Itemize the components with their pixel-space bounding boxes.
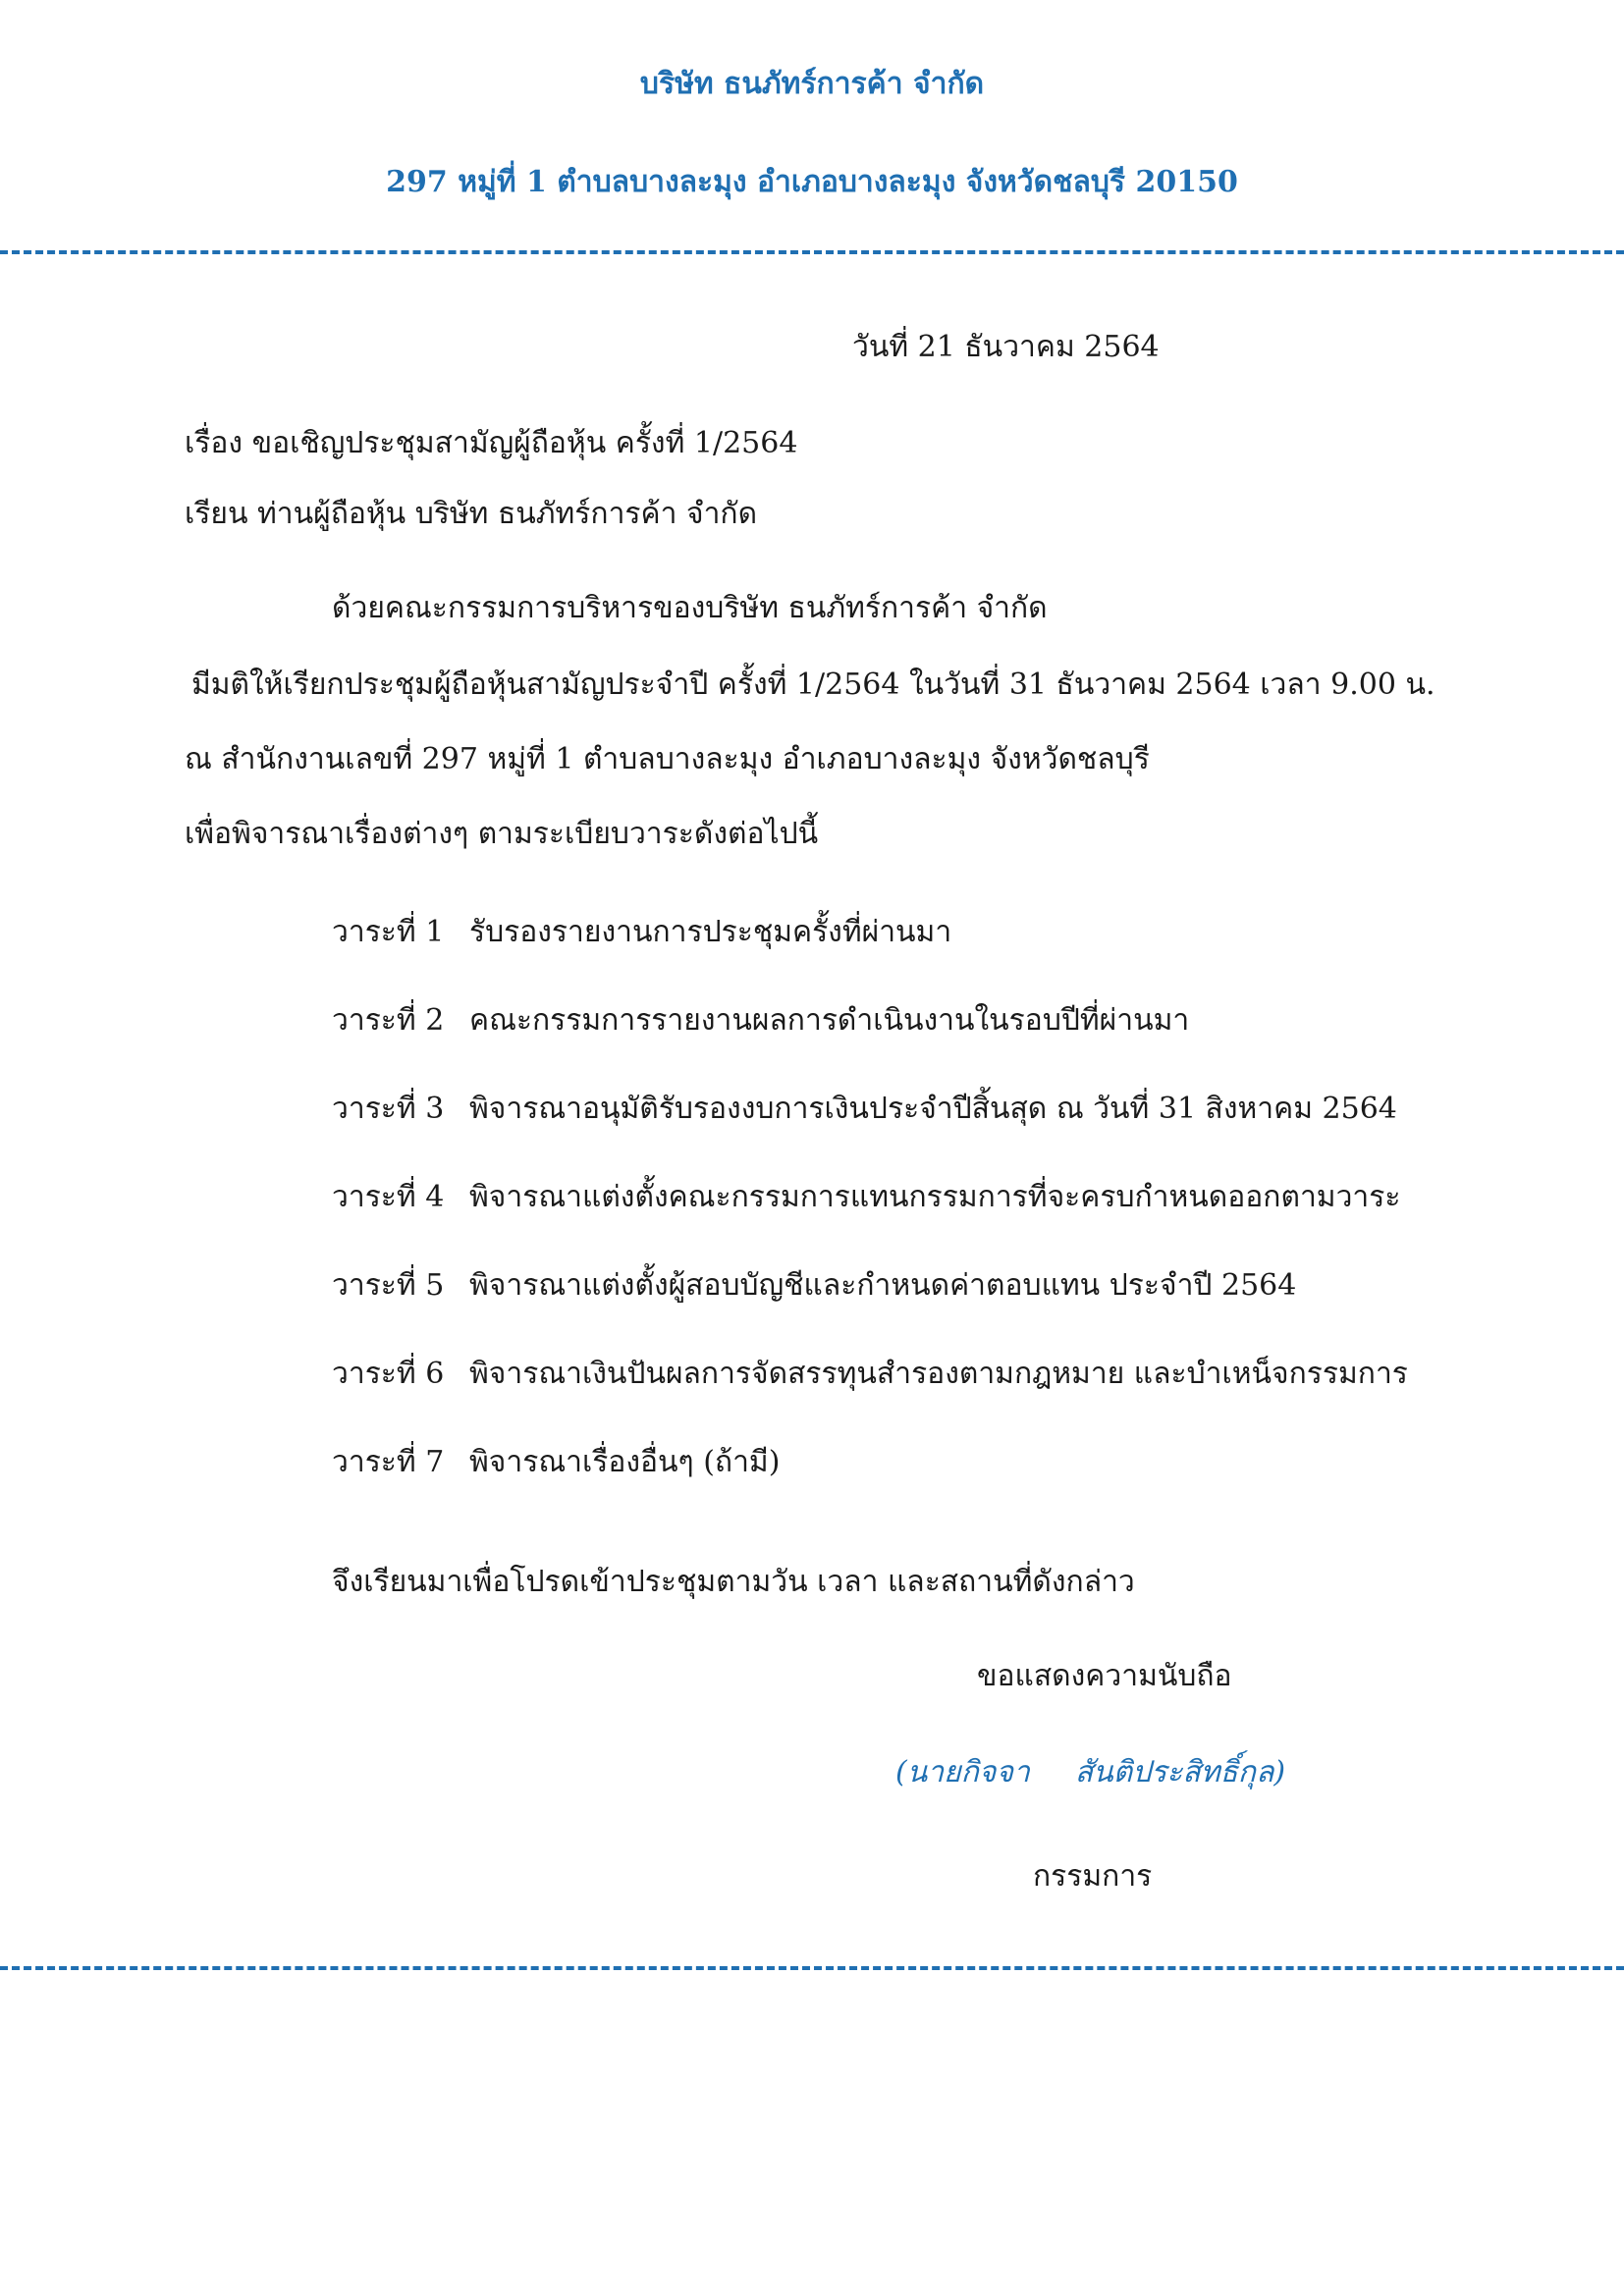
- signature: [895, 1749, 1285, 1795]
- agenda-label: วาระที่ 6: [332, 1357, 445, 1391]
- closing-sentence: จึงเรียนมาเพื่อโปรดเข้าประชุมตามวัน เวลา และสถานที่ดังกล่าว: [332, 1565, 1135, 1599]
- agenda-text: พิจารณาแต่งตั้งผู้สอบบัญชีและกำหนดค่าตอบแทน ประจำปี 2564: [469, 1268, 1297, 1303]
- agenda-label: วาระที่ 1: [332, 915, 445, 949]
- agenda-text: พิจารณาเรื่องอื่นๆ (ถ้ามี): [469, 1445, 781, 1479]
- signature-family-name: สันติประสิทธิ์กุล): [1074, 1755, 1286, 1789]
- agenda-item: [332, 1086, 1397, 1132]
- signature-given-name: (นายกิจจา: [895, 1755, 1030, 1789]
- paragraph-line: ด้วยคณะกรรมการบริหารของบริษัท ธนภัทร์การค้า จำกัด: [332, 591, 1048, 625]
- paragraph-line: ณ สำนักงานเลขที่ 297 หมู่ที่ 1 ตำบลบางละมุง อำเภอบางละมุง จังหวัดชลบุรี: [185, 742, 1150, 776]
- company-address: 297 หมู่ที่ 1 ตำบลบางละมุง อำเภอบางละมุง จังหวัดชลบุรี 20150: [386, 165, 1238, 199]
- agenda-item: [332, 997, 1189, 1043]
- agenda-label: วาระที่ 4: [332, 1180, 445, 1214]
- agenda-label: วาระที่ 2: [332, 1003, 445, 1038]
- signer-title: กรรมการ: [1033, 1859, 1153, 1894]
- regards: ขอแสดงความนับถือ: [977, 1659, 1232, 1693]
- letter-date: วันที่ 21 ธันวาคม 2564: [852, 330, 1160, 364]
- agenda-text: รับรองรายงานการประชุมครั้งที่ผ่านมา: [469, 915, 952, 949]
- agenda-label: วาระที่ 3: [332, 1092, 445, 1126]
- agenda-label: วาระที่ 7: [332, 1445, 445, 1479]
- agenda-text: พิจารณาเงินปันผลการจัดสรรทุนสำรองตามกฎหมาย และบำเหน็จกรรมการ: [469, 1357, 1408, 1391]
- agenda-item: [332, 1439, 780, 1485]
- agenda-item: [332, 1351, 1408, 1397]
- agenda-label: วาระที่ 5: [332, 1268, 445, 1303]
- agenda-item: [332, 909, 951, 955]
- top-divider: [0, 250, 1624, 254]
- agenda-text: พิจารณาแต่งตั้งคณะกรรมการแทนกรรมการที่จะครบกำหนดออกตามวาระ: [469, 1180, 1401, 1214]
- agenda-item: [332, 1262, 1296, 1308]
- letter-subject: เรื่อง ขอเชิญประชุมสามัญผู้ถือหุ้น ครั้งที่ 1/2564: [185, 426, 798, 460]
- paragraph-line: มีมติให้เรียกประชุมผู้ถือหุ้นสามัญประจำปี ครั้งที่ 1/2564 ในวันที่ 31 ธันวาคม 2564 เวลา 9.00 น.: [191, 667, 1435, 702]
- bottom-divider: [0, 1966, 1624, 1970]
- letter-recipient: เรียน ท่านผู้ถือหุ้น บริษัท ธนภัทร์การค้า จำกัด: [185, 497, 758, 531]
- agenda-text: พิจารณาอนุมัติรับรองงบการเงินประจำปีสิ้นสุด ณ วันที่ 31 สิงหาคม 2564: [469, 1092, 1397, 1126]
- agenda-item: [332, 1174, 1401, 1220]
- agenda-text: คณะกรรมการรายงานผลการดำเนินงานในรอบปีที่ผ่านมา: [469, 1003, 1190, 1038]
- company-name: บริษัท ธนภัทร์การค้า จำกัด: [639, 67, 985, 101]
- paragraph-line: เพื่อพิจารณาเรื่องต่างๆ ตามระเบียบวาระดังต่อไปนี้: [185, 817, 819, 851]
